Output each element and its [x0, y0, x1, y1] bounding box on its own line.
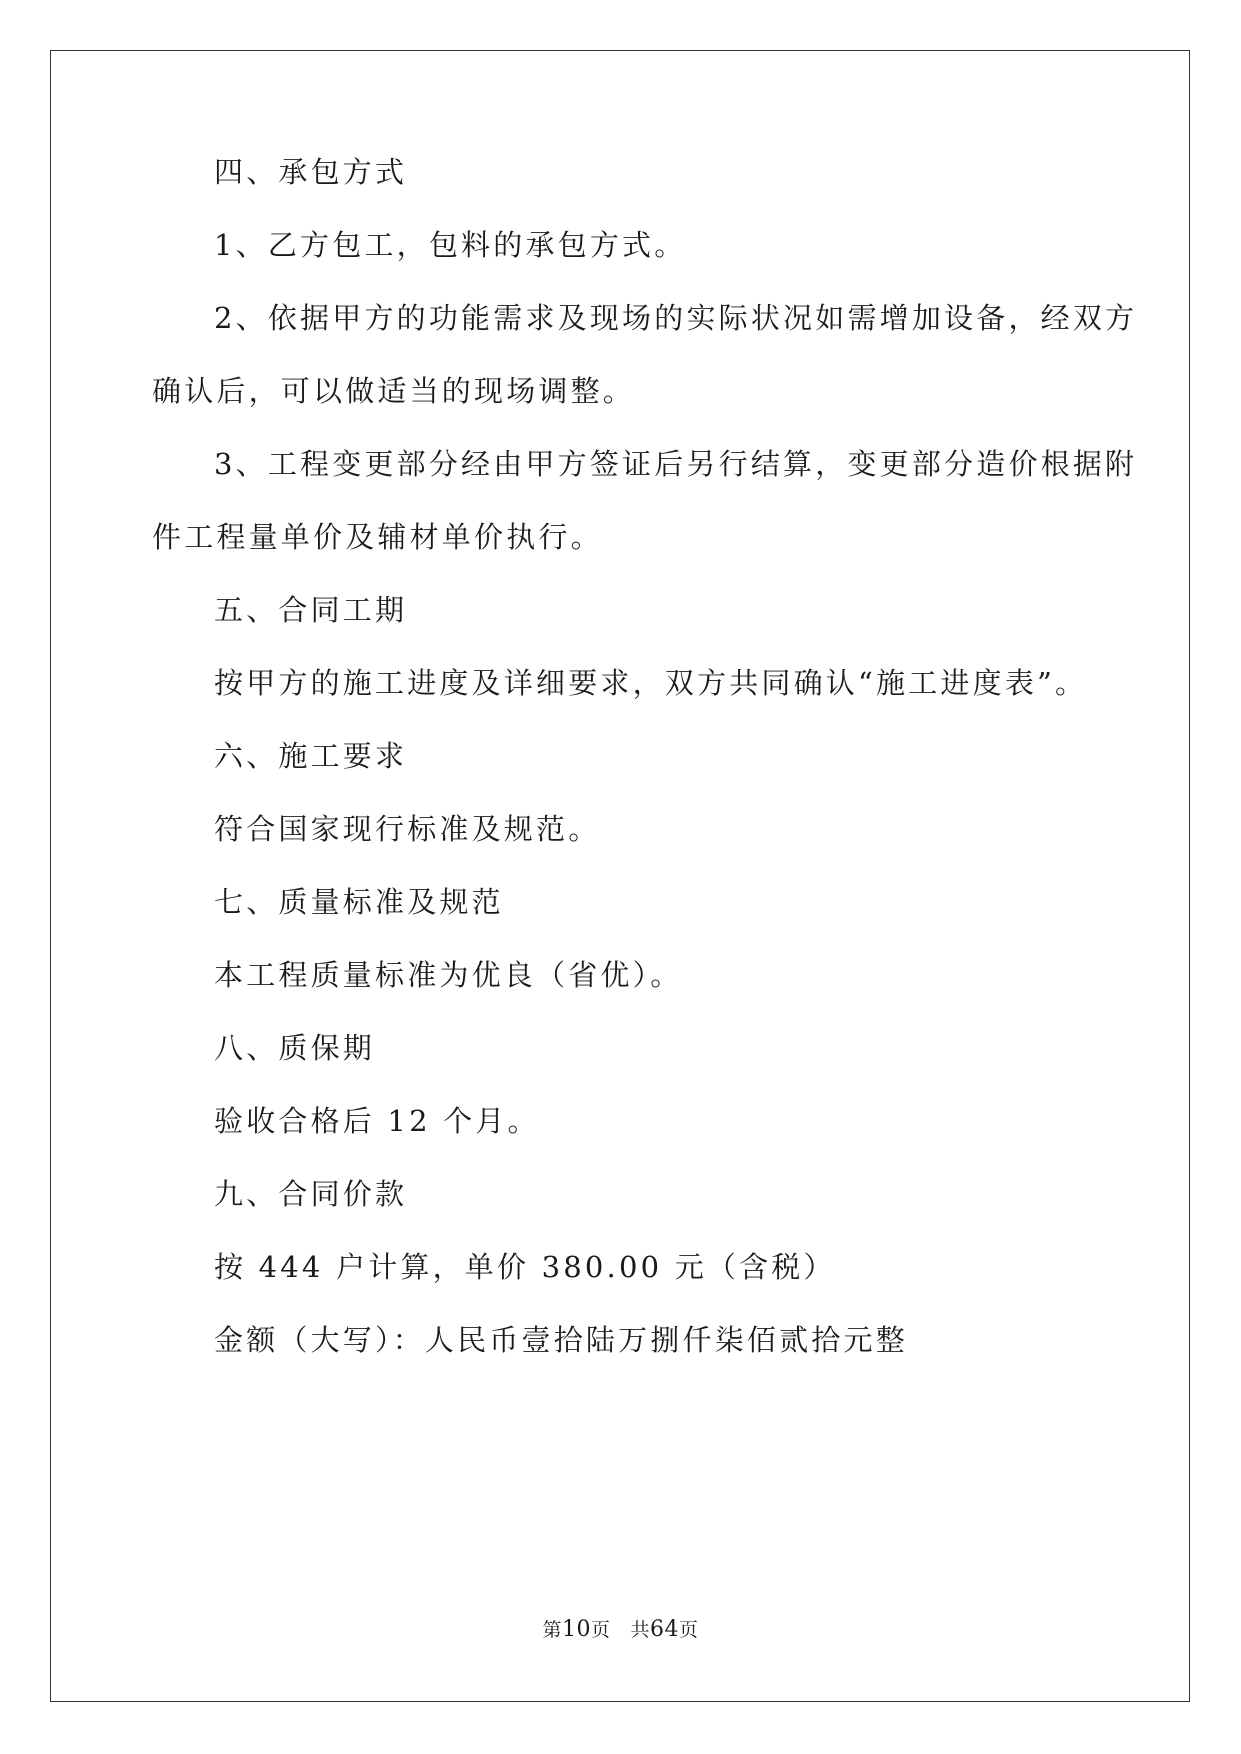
total-suffix: 页: [679, 1619, 699, 1641]
total-pages: 64: [650, 1617, 680, 1642]
paragraph-9-price: 按 444 户计算，单价 380.00 元（含税）: [214, 1250, 836, 1284]
page-number: 10: [561, 1617, 591, 1642]
paragraph-6: 符合国家现行标准及规范。: [214, 812, 601, 846]
section-heading-8: 八、质保期: [214, 1031, 376, 1065]
paragraph-7: 本工程质量标准为优良（省优）。: [214, 958, 683, 992]
paragraph-4-2-line2: 确认后，可以做适当的现场调整。: [152, 374, 636, 408]
section-heading-7: 七、质量标准及规范: [214, 885, 504, 919]
paragraph-5: 按甲方的施工进度及详细要求，双方共同确认“施工进度表”。: [214, 666, 1088, 700]
page-footer: [0, 1618, 1241, 1642]
section-heading-4: 四、承包方式: [214, 155, 408, 189]
paragraph-4-1: 1、乙方包工，包料的承包方式。: [214, 228, 687, 262]
paragraph-8: 验收合格后 12 个月。: [214, 1104, 540, 1138]
section-heading-9: 九、合同价款: [214, 1177, 408, 1211]
paragraph-4-2-line1: 2、依据甲方的功能需求及现场的实际状况如需增加设备，经双方: [214, 301, 1138, 335]
page-suffix: 页: [590, 1619, 611, 1641]
total-prefix: 共: [630, 1619, 651, 1641]
section-heading-6: 六、施工要求: [214, 739, 408, 773]
paragraph-9-amount: 金额（大写）：人民币壹拾陆万捌仟柒佰贰拾元整: [214, 1323, 908, 1357]
paragraph-4-3-line1: 3、工程变更部分经由甲方签证后另行结算，变更部分造价根据附: [214, 447, 1138, 481]
page-prefix: 第: [542, 1619, 562, 1641]
section-heading-5: 五、合同工期: [214, 593, 408, 627]
paragraph-4-3-line2: 件工程量单价及辅材单价执行。: [152, 520, 603, 554]
